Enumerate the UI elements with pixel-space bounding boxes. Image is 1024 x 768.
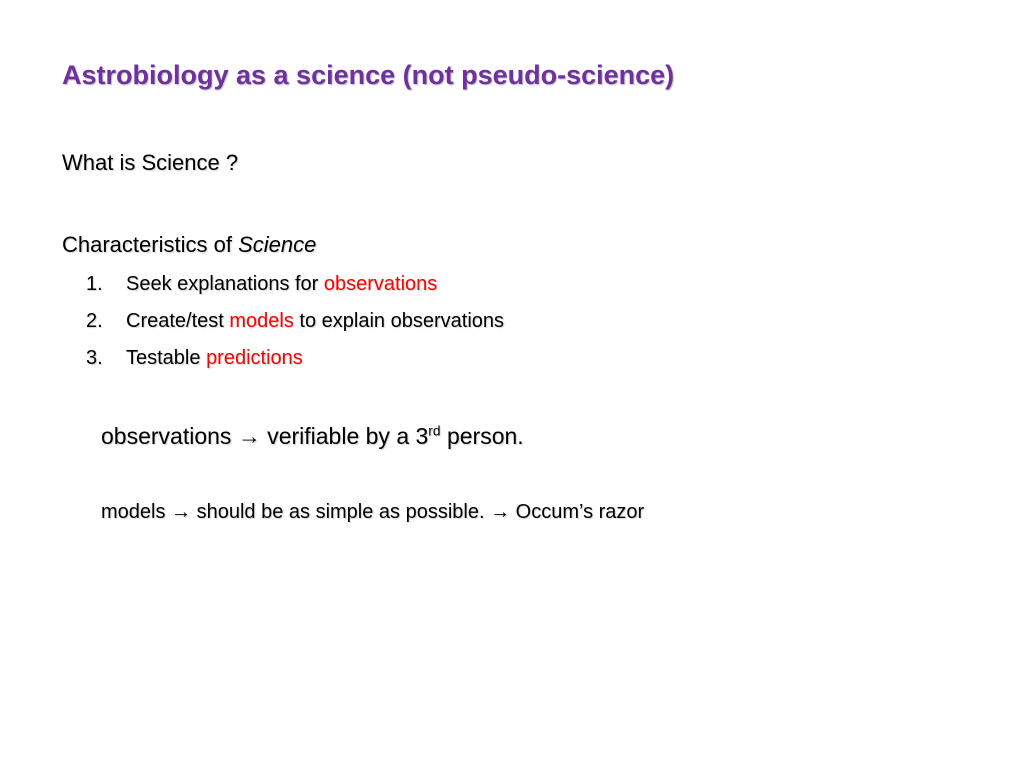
characteristics-heading — [62, 232, 316, 258]
note-text: verifiable by a 3 — [260, 423, 429, 449]
list-item-text: Create/test — [126, 310, 230, 332]
list-item — [86, 307, 504, 344]
list-item-number: 1. — [86, 273, 103, 295]
list-item-number: 2. — [86, 310, 103, 332]
characteristics-prefix: Characteristics of — [62, 232, 239, 257]
list-item — [86, 270, 504, 307]
note-term: models — [101, 501, 166, 523]
characteristics-list — [86, 270, 504, 381]
list-item-highlight: observations — [323, 273, 438, 295]
note-superscript: rd — [428, 423, 441, 439]
note-text-end: Occum’s razor — [510, 501, 645, 523]
list-item-highlight: models — [229, 310, 294, 332]
slide-title: Astrobiology as a science (not pseudo-science) — [62, 60, 675, 90]
right-arrow-icon: → — [237, 423, 261, 449]
list-item-text: Seek explanations for — [126, 273, 324, 295]
characteristics-term: Science — [238, 232, 317, 257]
right-arrow-icon: → — [490, 501, 511, 523]
list-item-text: Testable — [126, 347, 207, 369]
list-item-text-after: to explain observations — [293, 310, 505, 332]
note-text-end: person. — [440, 423, 524, 449]
right-arrow-icon: → — [171, 501, 192, 523]
observations-note — [101, 423, 524, 450]
question-text: What is Science ? — [62, 150, 239, 175]
models-note — [101, 501, 644, 524]
list-item-number: 3. — [86, 347, 103, 369]
list-item-highlight: predictions — [206, 347, 303, 369]
note-term: observations — [101, 423, 232, 449]
note-text: should be as simple as possible. — [191, 501, 491, 523]
list-item — [86, 344, 504, 381]
